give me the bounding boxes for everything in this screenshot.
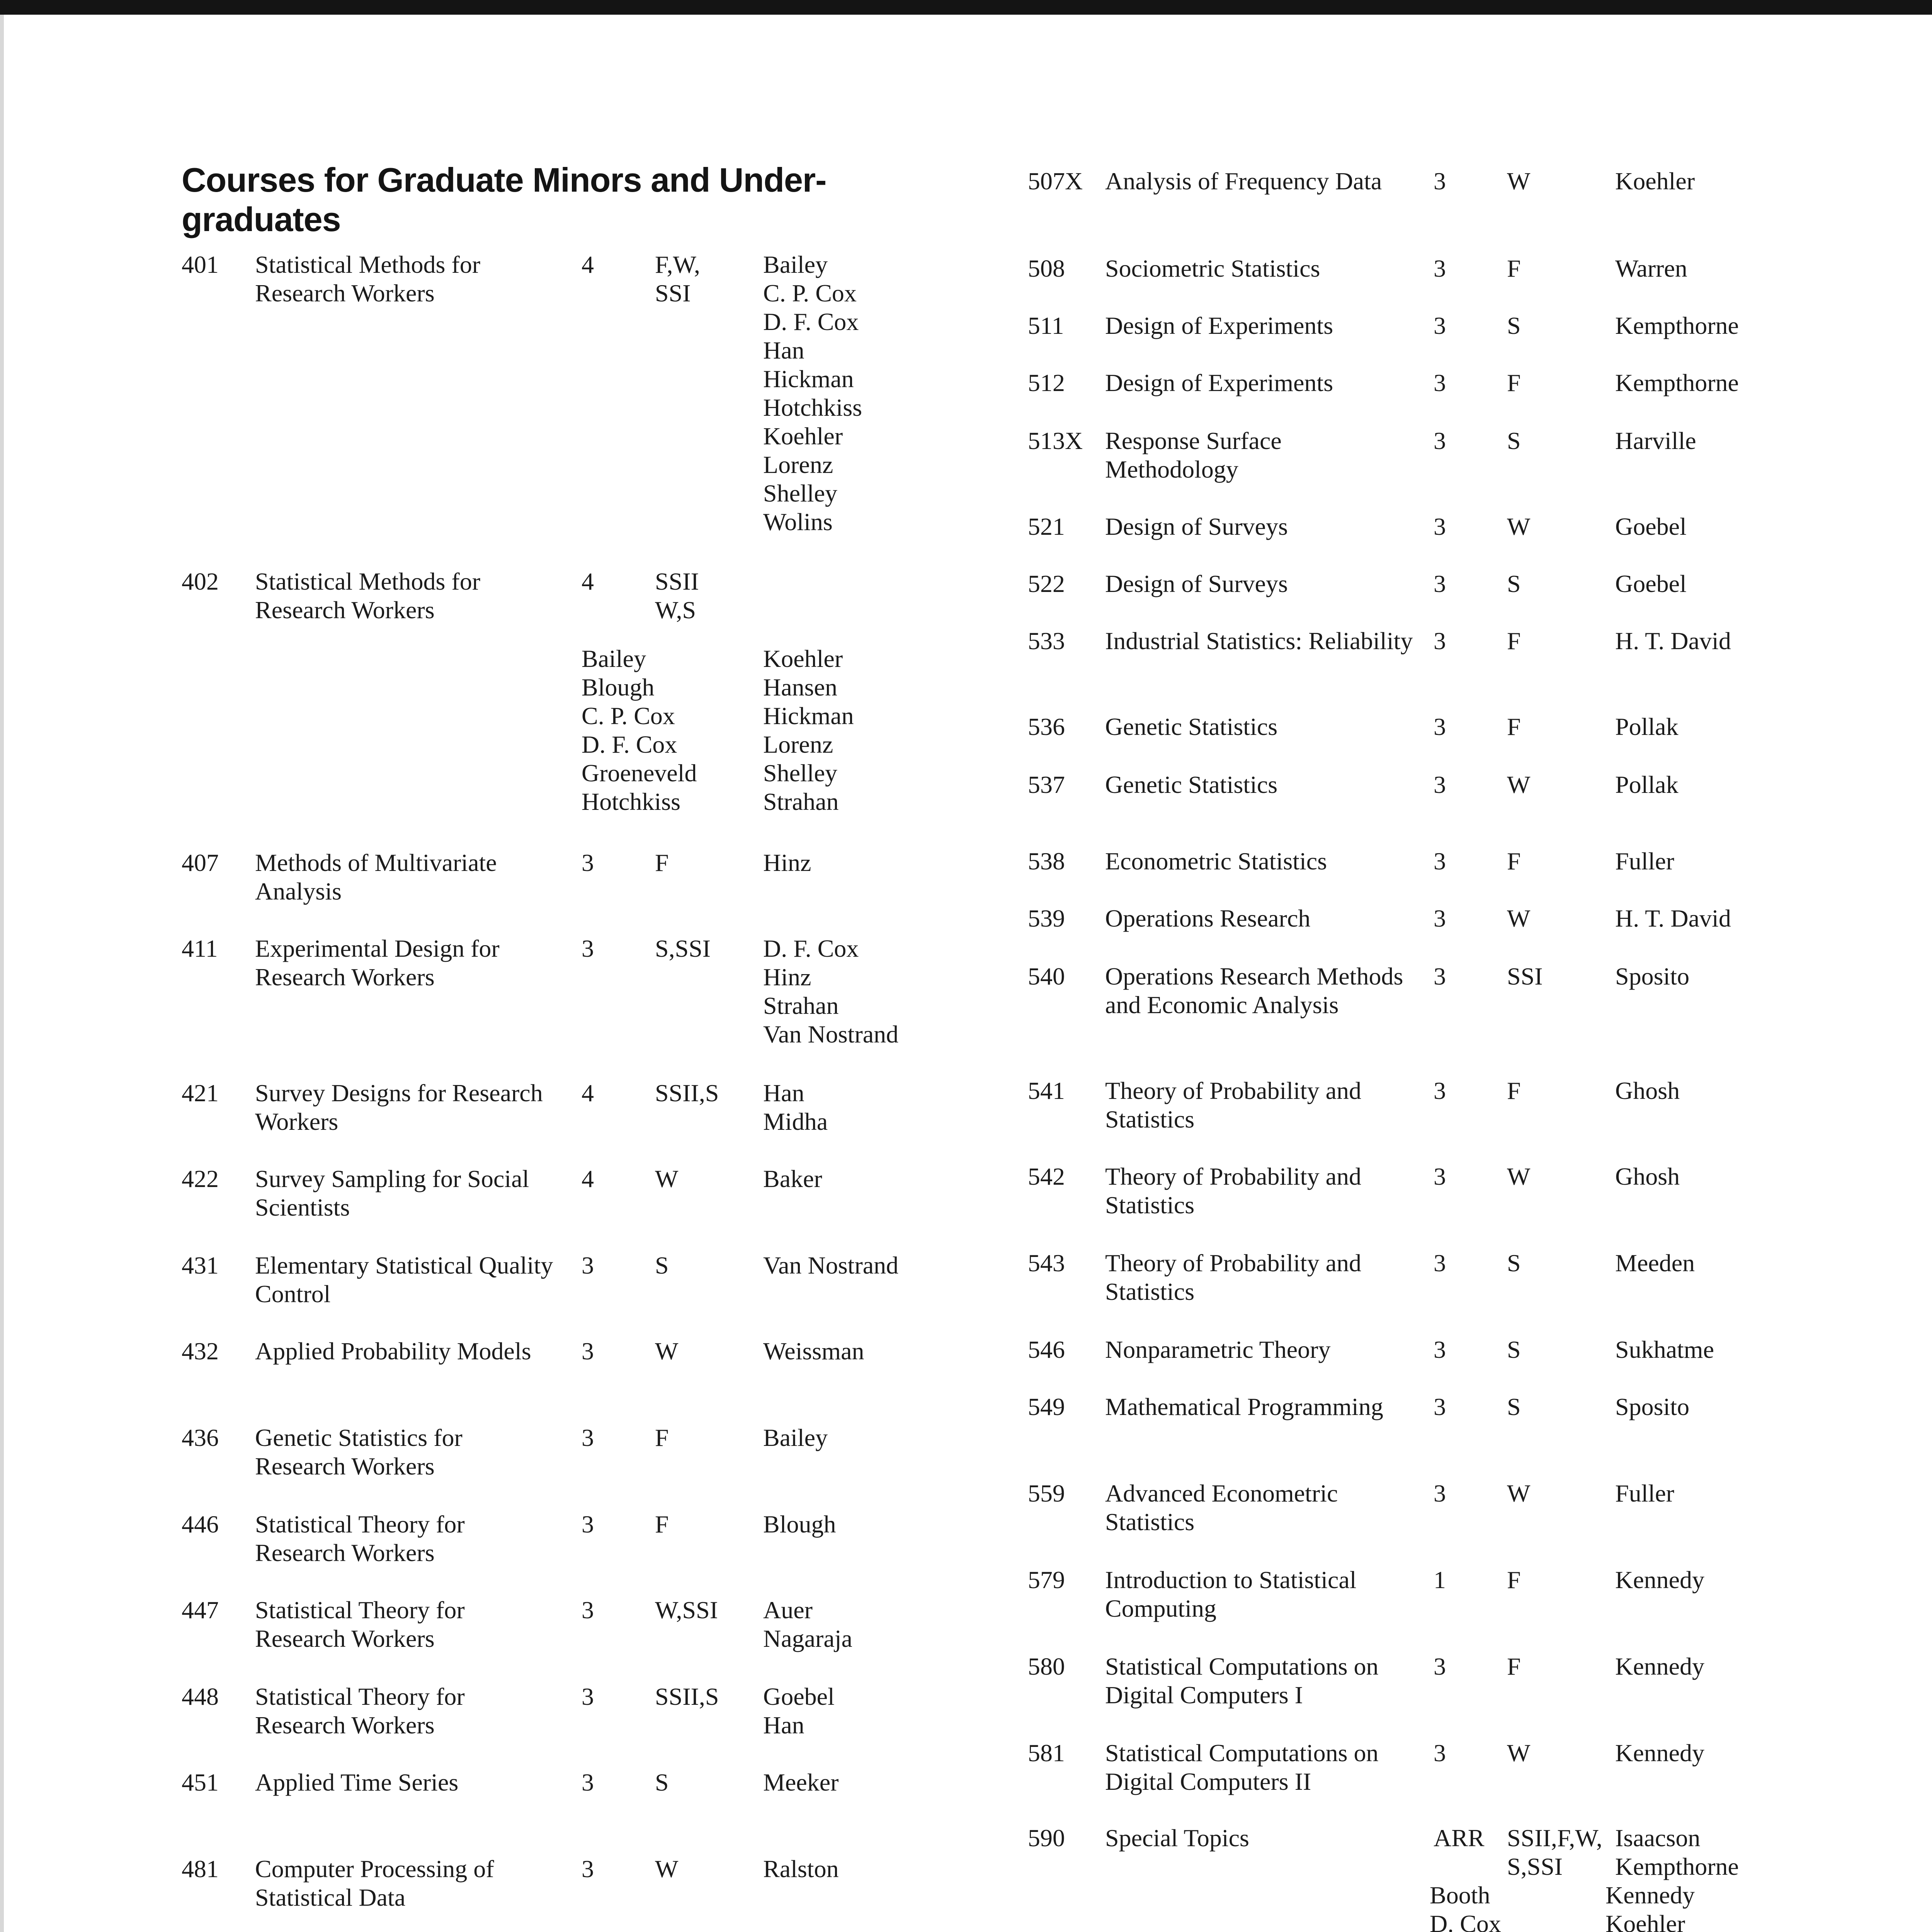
- course-semesters: SSI: [1507, 963, 1543, 990]
- course-semesters: S: [1507, 570, 1521, 597]
- course-credits: 4: [582, 1165, 594, 1192]
- course-semesters: S: [1507, 1249, 1521, 1277]
- course-number: 401: [182, 251, 219, 278]
- instructor-name: Goebel: [1615, 513, 1687, 540]
- instructor-name: Van Nostrand: [763, 1020, 899, 1048]
- course-instructors: [1615, 254, 1687, 283]
- course-number: 539: [1028, 905, 1065, 932]
- course-number: 481: [182, 1855, 219, 1883]
- instructor-name: Kennedy: [1615, 1566, 1705, 1594]
- course-title: Nonparametric Theory: [1105, 1336, 1331, 1363]
- course-number: 536: [1028, 713, 1065, 740]
- course-instructors: [763, 849, 811, 877]
- instructor-name: Kennedy: [1605, 1881, 1695, 1909]
- course-semesters: SSII,S: [655, 1683, 719, 1710]
- course-credits: 3: [582, 1424, 594, 1451]
- instructor-name: Kempthorne: [1615, 312, 1739, 339]
- course-semesters: W: [1507, 771, 1531, 798]
- course-title: Analysis of Frequency Data: [1105, 167, 1382, 195]
- course-title: Design of Experiments: [1105, 369, 1333, 396]
- course-credits: 3: [1434, 1739, 1446, 1767]
- course-number: 543: [1028, 1249, 1065, 1277]
- course-instructors: [1615, 1249, 1695, 1277]
- course-number: 446: [182, 1510, 219, 1538]
- course-credits: 3: [1434, 1249, 1446, 1277]
- course-title: Statistical Methods for Research Workers: [255, 568, 481, 624]
- course-instructors: [1615, 847, 1674, 876]
- course-instructors: [1615, 713, 1679, 741]
- course-number: 549: [1028, 1393, 1065, 1420]
- course-credits: 3: [582, 1596, 594, 1624]
- course-title: Econometric Statistics: [1105, 847, 1327, 875]
- course-credits: 3: [1434, 771, 1446, 798]
- course-instructors: [1615, 1077, 1680, 1105]
- course-semesters: W: [1507, 1739, 1531, 1767]
- course-credits: 3: [1434, 255, 1446, 282]
- instructor-name: Hinz: [763, 963, 811, 991]
- instructor-name: Hickman: [763, 365, 854, 393]
- course-instructors-group-b: [1605, 1881, 1741, 1932]
- instructor-name: Han: [763, 1079, 804, 1107]
- instructor-name: Ghosh: [1615, 1077, 1680, 1104]
- course-instructors: [1615, 1162, 1680, 1191]
- course-instructors: [1615, 1566, 1704, 1594]
- course-title: Experimental Design for Research Workers: [255, 935, 500, 991]
- course-credits: 3: [1434, 1336, 1446, 1363]
- instructor-name: Strahan: [763, 788, 839, 815]
- course-title: Design of Experiments: [1105, 312, 1333, 339]
- instructor-name: Blough: [582, 673, 655, 701]
- instructor-name: Baker: [763, 1165, 822, 1192]
- instructor-name: D. F. Cox: [763, 308, 859, 335]
- course-semesters: F: [655, 1424, 669, 1451]
- course-semesters: F: [1507, 627, 1521, 655]
- instructor-name: Fuller: [1615, 1480, 1674, 1507]
- course-title: Genetic Statistics for Research Workers: [255, 1424, 463, 1480]
- course-credits: 3: [1434, 963, 1446, 990]
- course-credits: 3: [1434, 1653, 1446, 1680]
- course-title: Statistical Theory for Research Workers: [255, 1596, 465, 1652]
- course-credits: 1: [1434, 1566, 1446, 1594]
- course-instructors: [1615, 512, 1687, 541]
- course-semesters: F: [1507, 255, 1521, 282]
- course-semesters: W: [1507, 905, 1531, 932]
- instructor-name: Kennedy: [1615, 1739, 1705, 1767]
- course-title: Statistical Computations on Digital Computers II: [1105, 1739, 1379, 1795]
- course-instructors: [763, 1596, 852, 1653]
- instructor-name: Meeker: [763, 1769, 839, 1796]
- instructor-name: Hickman: [763, 702, 854, 730]
- section-heading-minors: Courses for Graduate Minors and Under-graduates: [182, 161, 827, 238]
- course-instructors: [763, 250, 862, 536]
- course-instructors: [1615, 1393, 1689, 1421]
- course-title: Introduction to Statistical Computing: [1105, 1566, 1357, 1622]
- course-title: Special Topics: [1105, 1824, 1249, 1852]
- course-number: 546: [1028, 1336, 1065, 1363]
- instructor-name: Ralston: [763, 1855, 839, 1883]
- course-number: 513X: [1028, 427, 1083, 454]
- course-number: 451: [182, 1769, 219, 1796]
- course-instructors: [1615, 167, 1695, 196]
- course-semesters: W: [655, 1337, 679, 1365]
- course-title: Applied Probability Models: [255, 1337, 531, 1365]
- course-semesters: S: [1507, 427, 1521, 454]
- instructor-name: D. F. Cox: [763, 935, 859, 962]
- course-semesters: F,W, SSI: [655, 251, 700, 307]
- course-instructors: [1615, 627, 1731, 655]
- course-instructors: [1615, 904, 1731, 933]
- course-title: Sociometric Statistics: [1105, 255, 1320, 282]
- course-instructors: [1615, 962, 1689, 991]
- instructor-name: Harville: [1615, 427, 1696, 454]
- course-instructors: [763, 1251, 898, 1280]
- course-semesters: SSII,S: [655, 1079, 719, 1107]
- course-number: 511: [1028, 312, 1064, 339]
- instructor-name: Bailey: [763, 251, 828, 278]
- course-title: Response Surface Methodology: [1105, 427, 1282, 483]
- course-title: Theory of Probability and Statistics: [1105, 1249, 1361, 1305]
- course-number: 540: [1028, 963, 1065, 990]
- course-number: 407: [182, 849, 219, 876]
- course-semesters: F: [1507, 1653, 1521, 1680]
- instructor-name: Groeneveld: [582, 759, 697, 787]
- course-credits: 3: [1434, 1393, 1446, 1420]
- course-semesters: S: [1507, 1336, 1521, 1363]
- instructor-name: Goebel: [763, 1683, 835, 1710]
- instructor-name: Koehler: [763, 645, 843, 672]
- instructor-name: Isaacson: [1615, 1824, 1701, 1852]
- course-number: 431: [182, 1252, 219, 1279]
- course-number: 538: [1028, 847, 1065, 875]
- course-number: 448: [182, 1683, 219, 1710]
- course-title: Operations Research: [1105, 905, 1311, 932]
- course-title: Theory of Probability and Statistics: [1105, 1077, 1361, 1133]
- instructor-name: Pollak: [1615, 713, 1679, 740]
- course-instructors: [763, 1855, 839, 1883]
- course-credits: 3: [1434, 570, 1446, 597]
- course-title: Operations Research Methods and Economic Analysis: [1105, 963, 1403, 1019]
- course-number: 559: [1028, 1480, 1065, 1507]
- course-semesters: S: [655, 1769, 669, 1796]
- course-number: 542: [1028, 1163, 1065, 1190]
- course-credits: 3: [582, 1769, 594, 1796]
- course-semesters: W: [1507, 167, 1531, 195]
- course-title: Statistical Theory for Research Workers: [255, 1510, 465, 1566]
- course-credits: 4: [582, 568, 594, 595]
- course-title: Elementary Statistical Quality Control: [255, 1252, 553, 1308]
- course-title: Genetic Statistics: [1105, 713, 1278, 740]
- course-semesters: W: [655, 1855, 679, 1883]
- course-title: Design of Surveys: [1105, 513, 1288, 540]
- instructor-name: D. Cox: [1430, 1910, 1501, 1932]
- course-semesters: F: [1507, 713, 1521, 740]
- course-credits: 3: [1434, 167, 1446, 195]
- course-semesters: F: [1507, 369, 1521, 396]
- scan-left-edge: [0, 15, 4, 1932]
- course-number: 590: [1028, 1824, 1065, 1852]
- instructor-name: Shelley: [763, 480, 837, 507]
- course-semesters: S: [655, 1252, 669, 1279]
- instructor-name: Wolins: [763, 508, 833, 536]
- course-credits: 3: [1434, 905, 1446, 932]
- course-credits: 3: [1434, 513, 1446, 540]
- course-credits: 3: [582, 1337, 594, 1365]
- course-number: 432: [182, 1337, 219, 1365]
- instructor-name: Van Nostrand: [763, 1252, 899, 1279]
- instructor-name: Booth: [1430, 1881, 1490, 1909]
- course-title: Advanced Econometric Statistics: [1105, 1480, 1338, 1536]
- course-instructors: [1615, 311, 1739, 340]
- course-title: Survey Sampling for Social Scientists: [255, 1165, 529, 1221]
- instructor-name: Weissman: [763, 1337, 864, 1365]
- course-number: 522: [1028, 570, 1065, 597]
- instructor-name: Sposito: [1615, 963, 1690, 990]
- course-title: Industrial Statistics: Reliability: [1105, 627, 1413, 655]
- course-title: Mathematical Programming: [1105, 1393, 1383, 1420]
- instructor-name: Han: [763, 1711, 804, 1739]
- instructor-name: Auer: [763, 1596, 813, 1624]
- instructor-name: Blough: [763, 1510, 836, 1538]
- instructor-name: Strahan: [763, 992, 839, 1019]
- course-instructors-group-b: [763, 645, 854, 816]
- course-number: 507X: [1028, 167, 1083, 195]
- course-credits: 3: [1434, 427, 1446, 454]
- course-instructors: [763, 1423, 828, 1452]
- course-credits: 3: [1434, 1163, 1446, 1190]
- course-credits: 3: [1434, 627, 1446, 655]
- course-instructors: [1615, 427, 1696, 455]
- instructor-name: Lorenz: [763, 451, 833, 478]
- course-instructors: [763, 1682, 835, 1740]
- course-number: 512: [1028, 369, 1065, 396]
- course-title: Theory of Probability and Statistics: [1105, 1163, 1361, 1219]
- course-title: Statistical Theory for Research Workers: [255, 1683, 465, 1739]
- instructor-name: Kempthorne: [1615, 1853, 1739, 1880]
- course-semesters: SSII W,S: [655, 568, 699, 624]
- course-instructors: [1615, 1652, 1704, 1681]
- course-instructors: [1615, 770, 1679, 799]
- course-semesters: W: [1507, 1163, 1531, 1190]
- instructor-name: Koehler: [763, 422, 843, 450]
- course-semesters: F: [1507, 1566, 1521, 1594]
- course-semesters: F: [655, 849, 669, 876]
- course-instructors: [763, 1337, 864, 1366]
- course-title: Methods of Multivariate Analysis: [255, 849, 497, 905]
- course-credits: 3: [582, 1683, 594, 1710]
- instructor-name: Kempthorne: [1615, 369, 1739, 396]
- course-number: 521: [1028, 513, 1065, 540]
- course-title: Computer Processing of Statistical Data: [255, 1855, 494, 1911]
- instructor-name: D. F. Cox: [582, 731, 677, 758]
- course-credits: 4: [582, 1079, 594, 1107]
- instructor-name: Lorenz: [763, 731, 833, 758]
- course-semesters: S,SSI: [655, 935, 711, 962]
- course-number: 402: [182, 568, 219, 595]
- course-semesters: W: [655, 1165, 679, 1192]
- instructor-name: Hotchkiss: [763, 394, 862, 421]
- course-instructors-group-a: [1430, 1881, 1545, 1932]
- course-semesters: W,SSI: [655, 1596, 718, 1624]
- instructor-name: Hansen: [763, 673, 837, 701]
- course-instructors: [763, 1079, 828, 1136]
- course-number: 447: [182, 1596, 219, 1624]
- course-credits: 3: [1434, 312, 1446, 339]
- instructor-name: Sukhatme: [1615, 1336, 1714, 1363]
- instructor-name: Kennedy: [1615, 1653, 1705, 1680]
- instructor-name: Goebel: [1615, 570, 1687, 597]
- course-semesters: S: [1507, 312, 1521, 339]
- instructor-name: Midha: [763, 1108, 828, 1135]
- course-instructors: [1615, 369, 1739, 397]
- course-instructors: [1615, 1479, 1674, 1508]
- course-semesters: F: [655, 1510, 669, 1538]
- instructor-name: Nagaraja: [763, 1625, 852, 1652]
- course-credits: 3: [1434, 1077, 1446, 1104]
- instructor-name: Fuller: [1615, 847, 1674, 875]
- course-credits: 3: [1434, 369, 1446, 396]
- instructor-name: C. P. Cox: [582, 702, 675, 730]
- course-semesters: W: [1507, 513, 1531, 540]
- course-semesters: W: [1507, 1480, 1531, 1507]
- course-number: 411: [182, 935, 218, 962]
- course-instructors: [763, 1768, 838, 1797]
- instructor-name: Hotchkiss: [582, 788, 680, 815]
- instructor-name: C. P. Cox: [763, 279, 857, 307]
- course-instructors: [1615, 570, 1687, 598]
- course-credits: 3: [582, 849, 594, 876]
- course-number: 537: [1028, 771, 1065, 798]
- course-title: Survey Designs for Research Workers: [255, 1079, 543, 1135]
- course-number: 579: [1028, 1566, 1065, 1594]
- course-semesters: F: [1507, 1077, 1521, 1104]
- course-number: 541: [1028, 1077, 1065, 1104]
- instructor-name: Sposito: [1615, 1393, 1690, 1420]
- course-instructors: [1615, 1824, 1739, 1881]
- course-number: 533: [1028, 627, 1065, 655]
- course-title: Genetic Statistics: [1105, 771, 1278, 798]
- course-credits: 3: [1434, 713, 1446, 740]
- course-credits: 3: [582, 1252, 594, 1279]
- scan-top-border: [0, 0, 1932, 15]
- course-number: 580: [1028, 1653, 1065, 1680]
- instructor-name: Warren: [1615, 255, 1687, 282]
- course-number: 422: [182, 1165, 219, 1192]
- course-number: 436: [182, 1424, 219, 1451]
- instructor-name: Hinz: [763, 849, 811, 876]
- course-instructors: [763, 1165, 822, 1193]
- course-number: 421: [182, 1079, 219, 1107]
- instructor-name: Pollak: [1615, 771, 1679, 798]
- course-semesters: SSII,F,W, S,SSI: [1507, 1824, 1602, 1880]
- course-credits: 4: [582, 251, 594, 278]
- instructor-name: Koehler: [1605, 1910, 1685, 1932]
- instructor-name: Koehler: [1615, 167, 1695, 195]
- instructor-name: Shelley: [763, 759, 837, 787]
- course-credits: 3: [582, 1855, 594, 1883]
- course-instructors-group-a: [582, 645, 697, 816]
- course-title: Design of Surveys: [1105, 570, 1288, 597]
- instructor-name: Ghosh: [1615, 1163, 1680, 1190]
- instructor-name: H. T. David: [1615, 627, 1731, 655]
- course-credits: 3: [582, 935, 594, 962]
- instructor-name: Meeden: [1615, 1249, 1695, 1277]
- course-title: Statistical Methods for Research Workers: [255, 251, 481, 307]
- instructor-name: Han: [763, 337, 804, 364]
- course-instructors: [1615, 1335, 1714, 1364]
- course-title: Statistical Computations on Digital Computers I: [1105, 1653, 1379, 1709]
- course-instructors: [1615, 1739, 1704, 1767]
- course-number: 508: [1028, 255, 1065, 282]
- course-semesters: F: [1507, 847, 1521, 875]
- instructor-name: Bailey: [582, 645, 646, 672]
- instructor-name: H. T. David: [1615, 905, 1731, 932]
- course-credits: 3: [582, 1510, 594, 1538]
- course-instructors: [763, 934, 898, 1049]
- course-credits: 3: [1434, 1480, 1446, 1507]
- course-title: Applied Time Series: [255, 1769, 459, 1796]
- course-number: 581: [1028, 1739, 1065, 1767]
- course-semesters: S: [1507, 1393, 1521, 1420]
- course-instructors: [763, 1510, 836, 1539]
- instructor-name: Bailey: [763, 1424, 828, 1451]
- course-credits: 3: [1434, 847, 1446, 875]
- course-credits: ARR: [1434, 1824, 1485, 1852]
